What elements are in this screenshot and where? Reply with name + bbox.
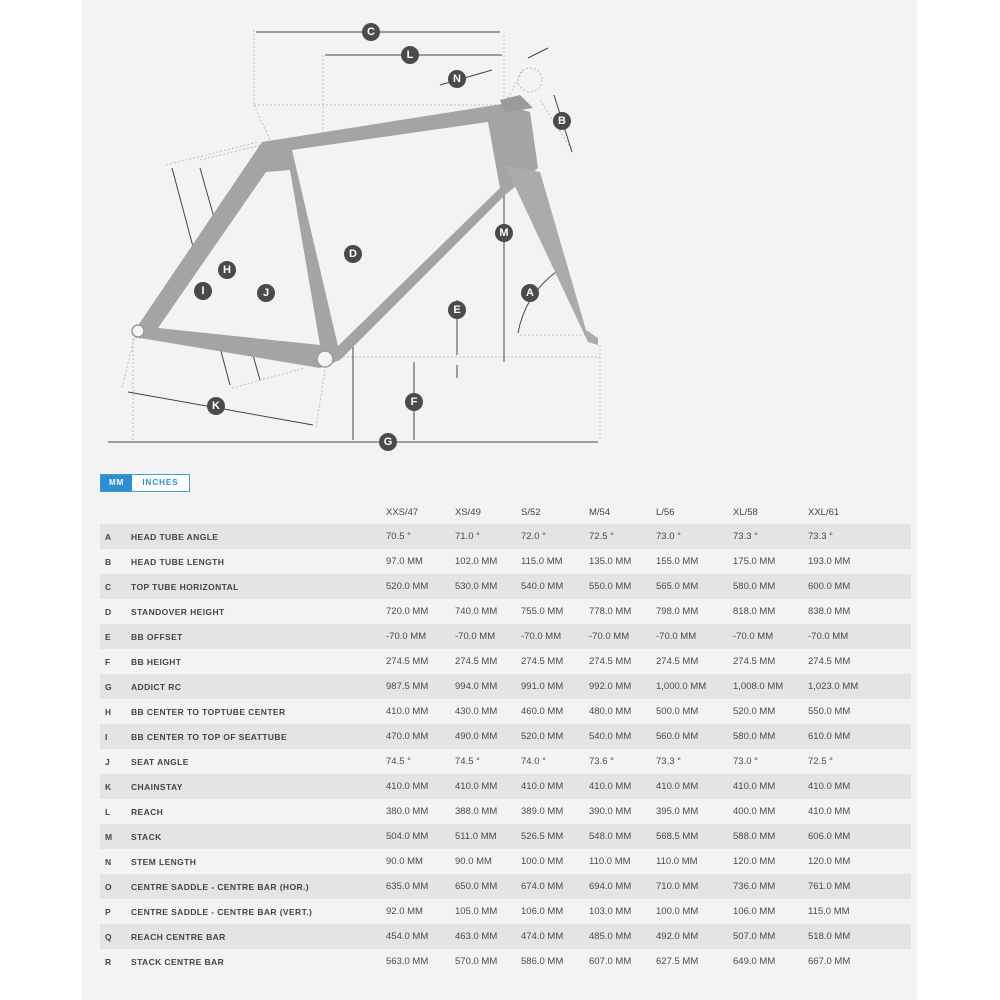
row-value: 606.0 MM xyxy=(808,824,911,849)
row-name: STACK CENTRE BAR xyxy=(131,949,386,974)
svg-text:K: K xyxy=(212,400,220,412)
row-value: 563.0 MM xyxy=(386,949,455,974)
row-value: 720.0 MM xyxy=(386,599,455,624)
row-value: 991.0 MM xyxy=(521,674,589,699)
row-value: -70.0 MM xyxy=(521,624,589,649)
row-value: 105.0 MM xyxy=(455,899,521,924)
row-value: 649.0 MM xyxy=(733,949,808,974)
row-value: 410.0 MM xyxy=(455,774,521,799)
row-value: 454.0 MM xyxy=(386,924,455,949)
row-value: 380.0 MM xyxy=(386,799,455,824)
row-value: 565.0 MM xyxy=(656,574,733,599)
row-value: 650.0 MM xyxy=(455,874,521,899)
row-name: TOP TUBE HORIZONTAL xyxy=(131,574,386,599)
row-value: 987.5 MM xyxy=(386,674,455,699)
row-value: 600.0 MM xyxy=(808,574,911,599)
badge-I xyxy=(194,282,212,300)
table-row xyxy=(100,899,911,924)
table-row xyxy=(100,849,911,874)
row-value: 120.0 MM xyxy=(808,849,911,874)
header-blank xyxy=(100,500,131,524)
row-value: 740.0 MM xyxy=(455,599,521,624)
row-value: 73.6 ° xyxy=(589,749,656,774)
row-value: 736.0 MM xyxy=(733,874,808,899)
row-value: 102.0 MM xyxy=(455,549,521,574)
size-header: M/54 xyxy=(589,506,611,518)
row-value: 994.0 MM xyxy=(455,674,521,699)
row-letter: O xyxy=(100,874,131,899)
size-header-row xyxy=(100,500,911,524)
row-value: 1,000.0 MM xyxy=(656,674,733,699)
table-row xyxy=(100,799,911,824)
row-letter: D xyxy=(100,599,131,624)
row-value: 106.0 MM xyxy=(733,899,808,924)
table-row xyxy=(100,724,911,749)
row-letter: G xyxy=(100,674,131,699)
row-value: 73.3 ° xyxy=(733,524,808,549)
svg-text:F: F xyxy=(410,396,418,408)
row-value: 115.0 MM xyxy=(808,899,911,924)
row-value: -70.0 MM xyxy=(808,624,911,649)
row-value: 550.0 MM xyxy=(589,574,656,599)
table-row xyxy=(100,699,911,724)
row-letter: H xyxy=(100,699,131,724)
row-value: -70.0 MM xyxy=(656,624,733,649)
table-row xyxy=(100,599,911,624)
row-value: 778.0 MM xyxy=(589,599,656,624)
row-value: 430.0 MM xyxy=(455,699,521,724)
row-value: -70.0 MM xyxy=(455,624,521,649)
row-value: -70.0 MM xyxy=(589,624,656,649)
row-value: 73.0 ° xyxy=(656,524,733,549)
badge-J xyxy=(257,284,275,302)
row-value: 500.0 MM xyxy=(656,699,733,724)
row-value: 100.0 MM xyxy=(656,899,733,924)
row-value: 390.0 MM xyxy=(589,799,656,824)
row-value: 485.0 MM xyxy=(589,924,656,949)
row-value: 274.5 MM xyxy=(521,649,589,674)
row-value: 274.5 MM xyxy=(386,649,455,674)
svg-text:M: M xyxy=(499,227,509,239)
row-value: 520.0 MM xyxy=(386,574,455,599)
badge-D xyxy=(344,245,362,263)
badge-L xyxy=(401,46,419,64)
row-value: 92.0 MM xyxy=(386,899,455,924)
row-value: 103.0 MM xyxy=(589,899,656,924)
table-row xyxy=(100,924,911,949)
row-value: 798.0 MM xyxy=(656,599,733,624)
row-value: 694.0 MM xyxy=(589,874,656,899)
svg-text:I: I xyxy=(201,285,205,297)
row-letter: Q xyxy=(100,924,131,949)
table-row xyxy=(100,674,911,699)
row-value: 511.0 MM xyxy=(455,824,521,849)
row-value: 72.5 ° xyxy=(808,749,911,774)
bike-frame xyxy=(132,95,598,368)
row-value: 155.0 MM xyxy=(656,549,733,574)
row-value: 627.5 MM xyxy=(656,949,733,974)
table-row xyxy=(100,524,911,549)
row-value: 410.0 MM xyxy=(808,774,911,799)
row-value: 70.5 ° xyxy=(386,524,455,549)
svg-text:B: B xyxy=(558,115,566,127)
row-value: 388.0 MM xyxy=(455,799,521,824)
row-letter: I xyxy=(100,724,131,749)
unit-toggle xyxy=(100,474,190,492)
row-value: 410.0 MM xyxy=(386,699,455,724)
row-value: 474.0 MM xyxy=(521,924,589,949)
row-value: 90.0 MM xyxy=(386,849,455,874)
row-value: 480.0 MM xyxy=(589,699,656,724)
row-value: 586.0 MM xyxy=(521,949,589,974)
row-value: 100.0 MM xyxy=(521,849,589,874)
row-value: 504.0 MM xyxy=(386,824,455,849)
row-value: 570.0 MM xyxy=(455,949,521,974)
row-value: 74.5 ° xyxy=(455,749,521,774)
row-value: 115.0 MM xyxy=(521,549,589,574)
size-header: L/56 xyxy=(656,506,675,518)
row-name: SEAT ANGLE xyxy=(131,749,386,774)
row-name: CHAINSTAY xyxy=(131,774,386,799)
svg-text:E: E xyxy=(453,304,461,316)
size-header: S/52 xyxy=(521,506,541,518)
badge-B xyxy=(553,112,571,130)
row-value: 73.3 ° xyxy=(808,524,911,549)
row-value: 395.0 MM xyxy=(656,799,733,824)
geometry-table-body xyxy=(100,524,911,974)
row-value: 389.0 MM xyxy=(521,799,589,824)
row-value: 71.0 ° xyxy=(455,524,521,549)
size-header: XXL/61 xyxy=(808,506,840,518)
row-name: REACH CENTRE BAR xyxy=(131,924,386,949)
row-value: 73.0 ° xyxy=(733,749,808,774)
frame-geometry-diagram xyxy=(0,0,1000,470)
row-name: ADDICT RC xyxy=(131,674,386,699)
size-header: XXS/47 xyxy=(386,506,419,518)
row-value: 410.0 MM xyxy=(386,774,455,799)
row-value: 540.0 MM xyxy=(589,724,656,749)
row-value: 90.0 MM xyxy=(455,849,521,874)
row-value: 106.0 MM xyxy=(521,899,589,924)
row-value: 175.0 MM xyxy=(733,549,808,574)
row-value: 838.0 MM xyxy=(808,599,911,624)
svg-text:J: J xyxy=(262,287,270,299)
row-value: 274.5 MM xyxy=(656,649,733,674)
row-name: CENTRE SADDLE - CENTRE BAR (VERT.) xyxy=(131,899,386,924)
row-value: 568.5 MM xyxy=(656,824,733,849)
row-letter: A xyxy=(100,524,131,549)
row-value: -70.0 MM xyxy=(386,624,455,649)
row-value: 410.0 MM xyxy=(521,774,589,799)
svg-text:A: A xyxy=(526,287,534,299)
table-row xyxy=(100,549,911,574)
table-row xyxy=(100,774,911,799)
badge-G xyxy=(379,433,397,451)
row-name: HEAD TUBE ANGLE xyxy=(131,524,386,549)
row-letter: K xyxy=(100,774,131,799)
row-value: 460.0 MM xyxy=(521,699,589,724)
row-name: BB HEIGHT xyxy=(131,649,386,674)
svg-text:N: N xyxy=(453,73,461,85)
size-header: XL/58 xyxy=(733,506,758,518)
row-letter: C xyxy=(100,574,131,599)
badge-M xyxy=(495,224,513,242)
row-value: 610.0 MM xyxy=(808,724,911,749)
badge-E xyxy=(448,301,466,319)
row-name: BB CENTER TO TOP OF SEATTUBE xyxy=(131,724,386,749)
row-value: 818.0 MM xyxy=(733,599,808,624)
row-value: 410.0 MM xyxy=(808,799,911,824)
row-value: 110.0 MM xyxy=(589,849,656,874)
table-row xyxy=(100,749,911,774)
table-row xyxy=(100,874,911,899)
row-letter: N xyxy=(100,849,131,874)
table-row xyxy=(100,949,911,974)
row-name: STACK xyxy=(131,824,386,849)
row-value: 992.0 MM xyxy=(589,674,656,699)
row-name: CENTRE SADDLE - CENTRE BAR (HOR.) xyxy=(131,874,386,899)
size-header: XS/49 xyxy=(455,506,481,518)
row-value: 526.5 MM xyxy=(521,824,589,849)
geometry-table xyxy=(100,500,911,974)
row-value: 710.0 MM xyxy=(656,874,733,899)
svg-text:L: L xyxy=(406,49,414,61)
row-value: 120.0 MM xyxy=(733,849,808,874)
row-value: 607.0 MM xyxy=(589,949,656,974)
row-value: 274.5 MM xyxy=(455,649,521,674)
badge-F xyxy=(405,393,423,411)
row-letter: L xyxy=(100,799,131,824)
row-value: 74.5 ° xyxy=(386,749,455,774)
row-value: 550.0 MM xyxy=(808,699,911,724)
badge-N xyxy=(448,70,466,88)
row-value: 492.0 MM xyxy=(656,924,733,949)
row-letter: F xyxy=(100,649,131,674)
row-letter: J xyxy=(100,749,131,774)
row-value: 580.0 MM xyxy=(733,724,808,749)
svg-text:D: D xyxy=(349,248,357,260)
unit-mm-button[interactable]: MM xyxy=(101,475,132,491)
row-value: 463.0 MM xyxy=(455,924,521,949)
table-row xyxy=(100,624,911,649)
badge-C xyxy=(362,23,380,41)
row-value: 520.0 MM xyxy=(733,699,808,724)
row-value: 410.0 MM xyxy=(733,774,808,799)
svg-text:H: H xyxy=(223,264,231,276)
row-value: 73.3 ° xyxy=(656,749,733,774)
row-value: 540.0 MM xyxy=(521,574,589,599)
row-value: 1,023.0 MM xyxy=(808,674,911,699)
row-letter: R xyxy=(100,949,131,974)
row-value: 274.5 MM xyxy=(733,649,808,674)
row-letter: M xyxy=(100,824,131,849)
row-value: 490.0 MM xyxy=(455,724,521,749)
row-value: 135.0 MM xyxy=(589,549,656,574)
row-letter: E xyxy=(100,624,131,649)
badge-K xyxy=(207,397,225,415)
row-value: 560.0 MM xyxy=(656,724,733,749)
table-row xyxy=(100,824,911,849)
row-name: BB OFFSET xyxy=(131,624,386,649)
unit-inches-button[interactable]: INCHES xyxy=(132,475,188,491)
row-value: 274.5 MM xyxy=(808,649,911,674)
row-value: 548.0 MM xyxy=(589,824,656,849)
row-value: 761.0 MM xyxy=(808,874,911,899)
row-value: 274.5 MM xyxy=(589,649,656,674)
row-value: 1,008.0 MM xyxy=(733,674,808,699)
row-name: HEAD TUBE LENGTH xyxy=(131,549,386,574)
row-value: -70.0 MM xyxy=(733,624,808,649)
row-value: 193.0 MM xyxy=(808,549,911,574)
row-value: 74.0 ° xyxy=(521,749,589,774)
header-blank xyxy=(131,500,386,524)
table-row xyxy=(100,649,911,674)
row-name: BB CENTER TO TOPTUBE CENTER xyxy=(131,699,386,724)
row-value: 410.0 MM xyxy=(589,774,656,799)
row-letter: P xyxy=(100,899,131,924)
row-name: STANDOVER HEIGHT xyxy=(131,599,386,624)
row-value: 588.0 MM xyxy=(733,824,808,849)
row-value: 635.0 MM xyxy=(386,874,455,899)
row-value: 674.0 MM xyxy=(521,874,589,899)
badge-A xyxy=(521,284,539,302)
row-value: 97.0 MM xyxy=(386,549,455,574)
table-row xyxy=(100,574,911,599)
row-value: 580.0 MM xyxy=(733,574,808,599)
row-value: 507.0 MM xyxy=(733,924,808,949)
svg-text:G: G xyxy=(383,436,393,448)
row-value: 520.0 MM xyxy=(521,724,589,749)
row-letter: B xyxy=(100,549,131,574)
row-value: 667.0 MM xyxy=(808,949,911,974)
row-name: REACH xyxy=(131,799,386,824)
row-value: 72.0 ° xyxy=(521,524,589,549)
row-value: 410.0 MM xyxy=(656,774,733,799)
badge-H xyxy=(218,261,236,279)
row-value: 755.0 MM xyxy=(521,599,589,624)
row-value: 470.0 MM xyxy=(386,724,455,749)
svg-text:C: C xyxy=(367,26,375,38)
row-value: 518.0 MM xyxy=(808,924,911,949)
row-value: 72.5 ° xyxy=(589,524,656,549)
row-name: STEM LENGTH xyxy=(131,849,386,874)
row-value: 530.0 MM xyxy=(455,574,521,599)
row-value: 110.0 MM xyxy=(656,849,733,874)
row-value: 400.0 MM xyxy=(733,799,808,824)
